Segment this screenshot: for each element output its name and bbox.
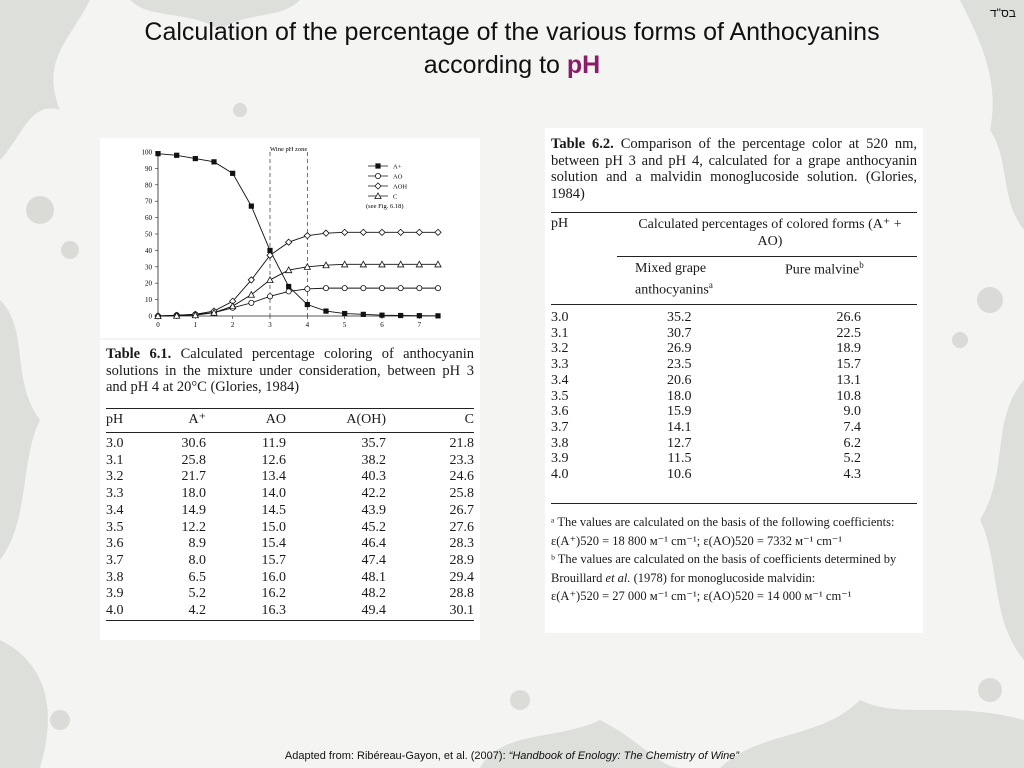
table-cell: 35.2 (666, 310, 692, 325)
table-cell: 4.2 (188, 603, 206, 619)
table-row (551, 373, 917, 389)
footnote-b-etal: et al. (605, 570, 631, 585)
legend-label: C (393, 193, 398, 201)
table-cell: 22.5 (836, 325, 861, 341)
data-point-aoh (323, 230, 329, 236)
data-point-aoh (304, 233, 310, 239)
table-cell: 18.0 (666, 388, 692, 404)
table-cell: 42.2 (361, 486, 386, 502)
x-tick-label: 0 (156, 321, 160, 329)
table-cell: 26.9 (666, 341, 692, 357)
table-cell: 3.8 (551, 435, 569, 451)
table-cell: 47.4 (361, 552, 386, 568)
table-cell: 10.6 (666, 467, 692, 483)
data-point-ao (305, 286, 310, 291)
legend-label: A+ (393, 163, 402, 171)
y-tick-label: 70 (145, 197, 152, 206)
table-cell: 3.7 (106, 552, 124, 568)
citation-prefix: Adapted from: Ribéreau-Gayon, et al. (2007): (284, 750, 509, 762)
legend-marker (375, 183, 381, 189)
table-6-2-caption-text: Comparison of the percentage color at 520 nm, between pH 3 and pH 4, calculated for a grape anthocyanin solution and a malvidin monoglucoside solution. (Glories, 1984) (551, 136, 917, 202)
y-tick-label: 40 (145, 246, 152, 255)
table-row (106, 469, 474, 486)
table-cell: 24.6 (449, 469, 474, 485)
table-cell: 16.0 (261, 569, 286, 585)
table-row (551, 310, 917, 326)
y-tick-label: 90 (145, 164, 152, 173)
y-tick-label: 80 (145, 181, 152, 190)
table-row (106, 570, 474, 587)
table-cell: 26.7 (449, 502, 474, 518)
table-cell: 3.2 (106, 469, 124, 485)
table-cell: 10.8 (836, 388, 861, 404)
y-tick-label: 0 (148, 312, 152, 321)
table-cell: 16.2 (261, 586, 286, 602)
col-header-pure-malvine-sup: b (859, 260, 864, 270)
table-cell: 43.9 (361, 502, 386, 518)
data-point-ao (286, 289, 291, 294)
table-row (551, 404, 917, 420)
series-line-ao (158, 288, 438, 316)
table-cell: 3.9 (551, 451, 569, 467)
table-row (106, 486, 474, 503)
title-line2: according to (423, 51, 567, 79)
table-cell: 15.7 (261, 552, 286, 568)
footnote-b-pre: ᵇ The values are calculated on the basis of coefficients determined by Brouillard (551, 552, 897, 585)
table-cell: 16.3 (261, 603, 286, 619)
table-6-2 (551, 310, 917, 483)
table-cell: 6.2 (843, 435, 861, 451)
table-cell: 3.0 (106, 436, 124, 451)
table-cell: 3.8 (106, 569, 124, 585)
data-point-ao (249, 300, 254, 305)
data-point-a-plus (323, 308, 328, 313)
y-tick-label: 30 (145, 263, 152, 272)
rule-table-bottom (551, 503, 917, 504)
data-point-a-plus (417, 313, 422, 318)
table-row (106, 553, 474, 570)
col-header-mixed-grape (635, 260, 735, 299)
data-point-aoh (342, 229, 348, 235)
table-cell: 7.4 (843, 419, 861, 435)
footnote-a-equation: ε(A⁺)520 = 18 800 ᴍ⁻¹ cm⁻¹; ε(AO)520 = 7332 ᴍ⁻¹ cm⁻¹ (551, 533, 843, 548)
col-header-aoh: A(OH) (286, 409, 386, 433)
table-cell: 18.0 (181, 486, 206, 502)
legend-label: AO (393, 173, 403, 181)
table-cell: 5.2 (843, 451, 861, 467)
table-cell: 3.0 (551, 310, 569, 325)
legend-marker (375, 173, 380, 178)
table-cell: 4.0 (551, 467, 569, 483)
data-point-ao (267, 294, 272, 299)
data-point-a-plus (249, 204, 254, 209)
table-row (551, 341, 917, 357)
table-row (106, 503, 474, 520)
wine-ph-zone-label: Wine pH zone (270, 146, 308, 153)
legend-label: AOH (393, 183, 408, 191)
table-cell: 23.5 (666, 357, 692, 373)
table-cell: 12.6 (261, 452, 286, 468)
table-row (551, 420, 917, 436)
legend-note: (see Fig. 6.18) (366, 203, 404, 210)
footnote-a: ᵃ The values are calculated on the basis of the following coefficients: (551, 515, 895, 529)
data-point-ao (435, 286, 440, 291)
rule-group (617, 256, 917, 257)
x-tick-label: 3 (268, 321, 272, 329)
table-cell: 45.2 (361, 519, 386, 535)
table-cell: 8.9 (188, 536, 206, 552)
table-cell: 5.2 (188, 586, 206, 602)
table-row (551, 326, 917, 342)
table-cell: 49.4 (361, 603, 386, 619)
table-cell: 3.1 (106, 452, 124, 468)
data-point-a-plus (286, 284, 291, 289)
slide-title (80, 16, 944, 82)
table-cell: 40.3 (361, 469, 386, 485)
table-cell: 3.9 (106, 586, 124, 602)
table-row (551, 357, 917, 373)
table-6-2-panel (545, 128, 923, 633)
data-point-a-plus (230, 171, 235, 176)
table-row (106, 536, 474, 553)
table-cell: 29.4 (449, 569, 474, 585)
col-header-c: C (386, 409, 474, 433)
table-cell: 15.9 (666, 404, 692, 420)
series-line-aoh (158, 232, 438, 316)
data-point-a-plus (342, 311, 347, 316)
table-cell: 13.1 (836, 372, 861, 388)
table-row (106, 520, 474, 537)
table-cell: 26.6 (836, 310, 861, 325)
species-distribution-chart (100, 138, 480, 338)
table-row (106, 603, 474, 620)
table-cell: 13.4 (261, 469, 286, 485)
table-row (551, 451, 917, 467)
table-6-2-caption (551, 136, 917, 202)
source-citation (0, 750, 1024, 762)
legend-marker (375, 163, 380, 168)
table-cell: 48.2 (361, 586, 386, 602)
table-cell: 12.7 (666, 435, 692, 451)
table-row (551, 467, 917, 483)
table-6-1-caption-text: Calculated percentage coloring of anthocyanin solutions in the mixture under consideration, between pH 3 and pH 4 at 20°C (Glories, 1984) (106, 346, 474, 395)
table-cell: 21.7 (181, 469, 206, 485)
y-tick-label: 10 (145, 296, 152, 305)
col-group-header: Calculated percentages of colored forms (A⁺ + AO) (638, 217, 902, 249)
table-cell: 46.4 (361, 536, 386, 552)
table-cell: 3.3 (106, 486, 124, 502)
x-tick-label: 4 (305, 321, 310, 329)
data-point-aoh (379, 229, 385, 235)
footnote-b (551, 550, 917, 587)
rule-header-bottom (551, 304, 917, 305)
data-point-ao (323, 286, 328, 291)
table-cell: 35.7 (361, 436, 386, 451)
table-cell: 23.3 (449, 452, 474, 468)
table-cell: 12.2 (181, 519, 206, 535)
data-point-aoh (398, 229, 404, 235)
data-point-aoh (435, 229, 441, 235)
col-header-ao: AO (206, 409, 286, 433)
table-cell: 30.1 (449, 603, 474, 619)
table-cell: 21.8 (449, 436, 474, 451)
col-header-mixed-grape-text: Mixed grape anthocyanins (635, 261, 709, 298)
table-6-2-label: Table 6.2. (551, 136, 614, 152)
table-cell: 3.4 (106, 502, 124, 518)
table-6-1-label: Table 6.1. (106, 346, 172, 362)
table-cell: 14.5 (261, 502, 286, 518)
data-point-ao (342, 286, 347, 291)
data-point-a-plus (305, 302, 310, 307)
col-header-pure-malvine (785, 260, 905, 279)
table-cell: 20.6 (666, 372, 692, 388)
table-cell: 11.9 (262, 436, 286, 451)
table-cell: 15.4 (261, 536, 286, 552)
data-point-ao (379, 286, 384, 291)
table-cell: 4.0 (106, 603, 124, 619)
data-point-a-plus (155, 151, 160, 156)
table-cell: 3.5 (551, 388, 569, 404)
corner-mark: בס"ד (990, 6, 1016, 20)
col-header-mixed-grape-sup: a (708, 280, 713, 290)
y-tick-label: 50 (145, 230, 152, 239)
col-header-a-plus: A⁺ (156, 409, 206, 433)
data-point-ao (417, 286, 422, 291)
data-point-ao (398, 286, 403, 291)
table-cell: 3.2 (551, 341, 569, 357)
table-cell: 48.1 (361, 569, 386, 585)
table-cell: 4.3 (843, 467, 861, 483)
col-header-ph: pH (551, 216, 569, 231)
col-header-ph: pH (106, 409, 156, 433)
table-cell: 9.0 (843, 404, 861, 420)
data-point-aoh (416, 229, 422, 235)
y-tick-label: 60 (145, 214, 152, 223)
data-point-a-plus (211, 159, 216, 164)
data-point-a-plus (361, 312, 366, 317)
table-row (106, 586, 474, 603)
table-cell: 15.7 (836, 357, 861, 373)
table-6-1-caption (106, 346, 474, 396)
data-point-ao (361, 286, 366, 291)
data-point-aoh (360, 229, 366, 235)
table-cell: 3.4 (551, 372, 569, 388)
table-cell: 38.2 (361, 452, 386, 468)
footnote-b-post: (1978) for monoglucoside malvidin: (630, 570, 816, 585)
y-tick-label: 100 (141, 148, 152, 157)
table-row (551, 436, 917, 452)
footnote-b-equation: ε(A⁺)520 = 27 000 ᴍ⁻¹ cm⁻¹; ε(AO)520 = 14 000 ᴍ⁻¹ cm⁻¹ (551, 589, 852, 603)
table-cell: 14.0 (261, 486, 286, 502)
data-point-a-plus (193, 156, 198, 161)
citation-title: “Handbook of Enology: The Chemistry of Wine” (508, 750, 740, 762)
title-main: Calculation of the percentage of the various forms of Anthocyanins (144, 18, 880, 46)
table-header-row (106, 409, 474, 433)
table-cell: 3.7 (551, 419, 569, 435)
table-cell: 6.5 (188, 569, 206, 585)
table-cell: 11.5 (667, 451, 692, 467)
table-cell: 15.0 (261, 519, 286, 535)
data-point-aoh (286, 239, 292, 245)
table-cell: 3.5 (106, 519, 124, 535)
table-cell: 3.1 (551, 325, 569, 341)
x-tick-label: 1 (193, 321, 198, 329)
table-cell: 27.6 (449, 519, 474, 535)
table-cell: 14.9 (181, 502, 206, 518)
table-row (106, 433, 474, 453)
table-cell: 3.6 (106, 536, 124, 552)
table-6-1-panel (100, 340, 480, 640)
table-cell: 25.8 (181, 452, 206, 468)
x-tick-label: 5 (342, 321, 347, 329)
table-cell: 18.9 (836, 341, 861, 357)
title-highlight-ph: pH (566, 51, 601, 79)
table-row (106, 453, 474, 470)
table-cell: 3.6 (551, 404, 569, 420)
chart-panel (100, 138, 480, 338)
table-6-1 (106, 408, 474, 621)
table-row (551, 389, 917, 405)
data-point-a-plus (379, 313, 384, 318)
table-cell: 28.9 (449, 552, 474, 568)
table-cell: 25.8 (449, 486, 474, 502)
data-point-a-plus (435, 313, 440, 318)
data-point-a-plus (174, 153, 179, 158)
x-tick-label: 6 (380, 321, 384, 329)
table-cell: 30.6 (181, 436, 206, 451)
table-6-2-footnotes (551, 513, 917, 606)
table-cell: 8.0 (188, 552, 206, 568)
col-header-pure-malvine-text: Pure malvine (785, 262, 860, 278)
rule-top (551, 212, 917, 213)
y-tick-label: 20 (145, 279, 152, 288)
data-point-a-plus (398, 313, 403, 318)
x-tick-label: 7 (417, 321, 422, 329)
table-cell: 3.3 (551, 357, 569, 373)
table-cell: 28.3 (449, 536, 474, 552)
table-cell: 30.7 (666, 325, 692, 341)
data-point-c (267, 277, 273, 283)
table-cell: 28.8 (449, 586, 474, 602)
table-cell: 14.1 (666, 419, 692, 435)
x-tick-label: 2 (230, 321, 235, 329)
